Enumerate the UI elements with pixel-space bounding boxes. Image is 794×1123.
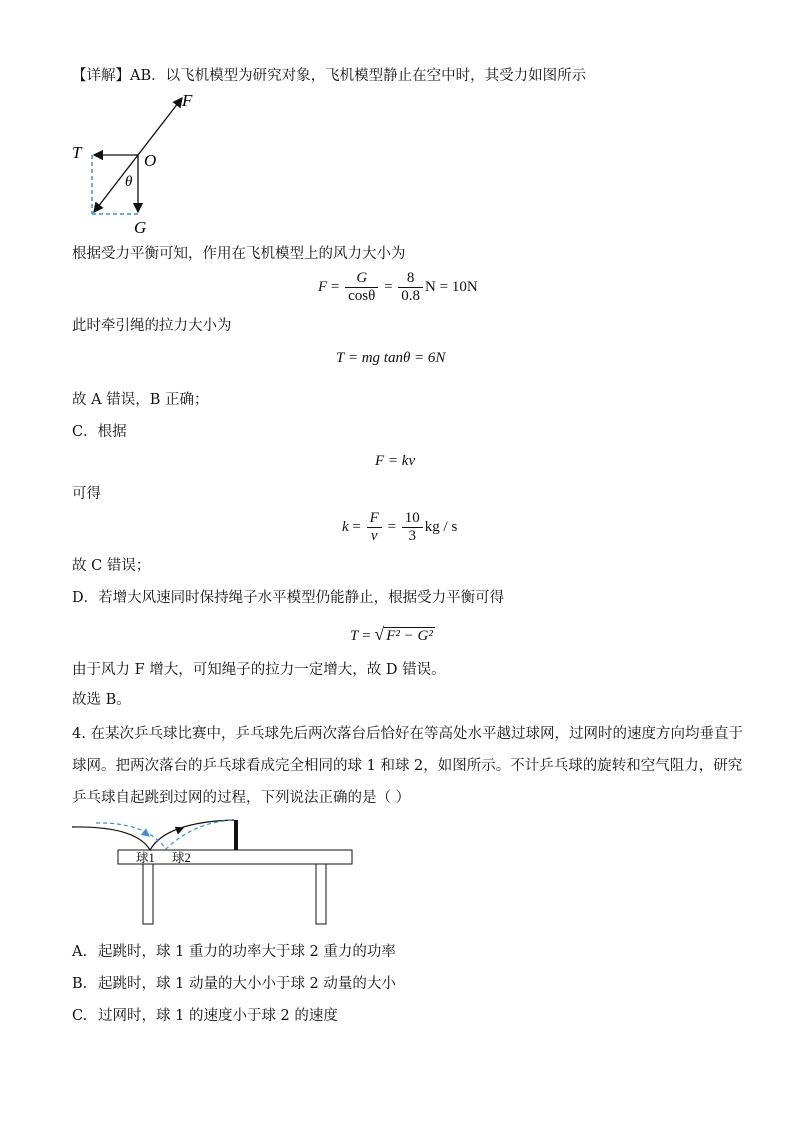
d-text: D．若增大风速同时保持绳子水平模型仍能静止，根据受力平衡可得 [72, 590, 505, 606]
d-conclusion: 由于风力 F 增大，可知绳子的拉力一定增大，故 D 错误。 [72, 662, 446, 678]
c-head: C．根据 [72, 424, 127, 440]
q4-line3: 乒乓球自起跳到过网的过程，下列说法正确的是（ ） [72, 790, 411, 806]
option-a-text: 起跳时，球 1 重力的功率大于球 2 重力的功率 [98, 944, 396, 960]
line-tension: 此时牵引绳的拉力大小为 [72, 318, 232, 334]
option-c-text: 过网时，球 1 的速度小于球 2 的速度 [98, 1008, 338, 1024]
label-ball2: 球2 [172, 851, 191, 865]
table-leg-left [143, 864, 153, 924]
q4-line2: 球网。把两次落台的乒乓球看成完全相同的球 1 和球 2，如图所示。不计乒乓球的旋转和空气阻力，研究 [72, 758, 743, 774]
label-O: O [144, 151, 157, 170]
equation-tension: T = mg tanθ = 6N [336, 350, 446, 366]
equation-k: k = $\frac{F}{v}$ = $\frac{10}{3}$ kg / s [342, 510, 458, 544]
force-diagram [66, 88, 196, 238]
option-b[interactable] [72, 974, 396, 994]
force-F-arrow [138, 98, 182, 155]
label-G: G [134, 218, 147, 237]
conclusion-ab: 故 A 错误，B 正确； [72, 392, 209, 408]
conclusion-c: 故 C 错误； [72, 558, 151, 574]
option-c[interactable] [72, 1006, 338, 1026]
table-leg-right [316, 864, 326, 924]
label-F: F [182, 91, 193, 110]
ball1-trajectory [72, 820, 234, 850]
table-tennis-figure [66, 816, 366, 928]
net [234, 820, 238, 850]
label-ball1: 球1 [136, 851, 155, 865]
option-a[interactable] [72, 942, 396, 962]
line-wind-force: 根据受力平衡可知，作用在飞机模型上的风力大小为 [72, 246, 406, 262]
option-b-text: 起跳时，球 1 动量的大小小于球 2 动量的大小 [98, 976, 396, 992]
label-theta: θ [125, 174, 133, 190]
answer: 故选 B。 [72, 692, 131, 708]
label-T: T [72, 143, 82, 162]
option-b-key: B. [72, 976, 88, 992]
option-a-key: A. [72, 944, 88, 960]
equation-sqrt: T = √ F² − G² [350, 624, 433, 644]
q4-line1: 4. 在某次乒乓球比赛中，乒乓球先后两次落台后恰好在等高处水平越过球网，过网时的速度方向均垂直于 [72, 726, 743, 742]
equation-wind-force: F = $\frac{G}{\cos\theta}$ = $\frac{8}{0.8}$ N = 10N [318, 270, 478, 304]
c-get: 可得 [72, 486, 101, 502]
option-c-key: C. [72, 1008, 88, 1024]
solution-intro: 【详解】AB．以飞机模型为研究对象，飞机模型静止在空中时，其受力如图所示 [72, 68, 587, 84]
equation-fkv: F = kv [375, 453, 416, 469]
